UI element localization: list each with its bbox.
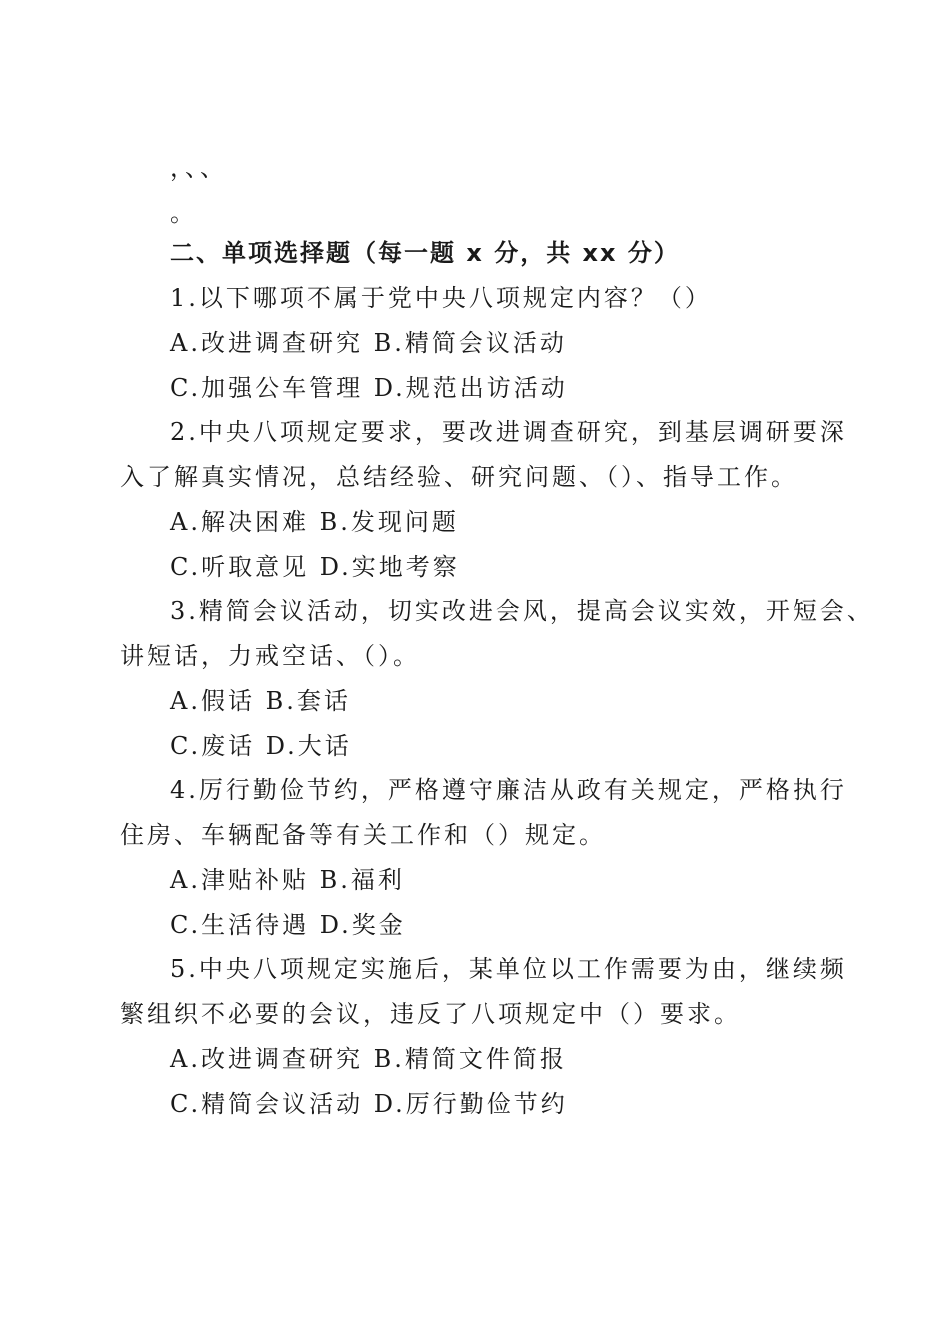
question-options-cd: C.生活待遇 D.奖金 [170,911,406,939]
question-options-ab: A.改进调查研究 B.精简会议活动 [170,329,567,357]
question-stem: 2.中央八项规定要求，要改进调查研究，到基层调研要深 [170,418,847,446]
question-stem: 3.精简会议活动，切实改进会风，提高会议实效，开短会、 [170,597,874,625]
question-stem: 1.以下哪项不属于党中央八项规定内容？（） [170,284,712,312]
question-options-cd: C.听取意见 D.实地考察 [170,553,460,581]
stray-punctuation-line: ，、、 [170,154,227,182]
question-options-ab: A.假话 B.套话 [170,687,351,715]
question-options-cd: C.废话 D.大话 [170,732,352,760]
question-stem: 5.中央八项规定实施后，某单位以工作需要为由，继续频 [170,955,847,983]
question-options-cd: C.精简会议活动 D.厉行勤俭节约 [170,1090,568,1118]
question-stem: 4.厉行勤俭节约，严格遵守廉洁从政有关规定，严格执行 [170,776,847,804]
question-stem-continued: 入了解真实情况，总结经验、研究问题、（）、指导工作。 [120,463,798,491]
question-stem-continued: 住房、车辆配备等有关工作和（）规定。 [120,821,606,849]
question-options-ab: A.解决困难 B.发现问题 [170,508,459,536]
question-options-ab: A.津贴补贴 B.福利 [170,866,405,894]
section-heading: 二、单项选择题（每一题 x 分，共 xx 分） [170,239,680,267]
stray-period-line: 。 [170,199,197,227]
question-options-ab: A.改进调查研究 B.精简文件简报 [170,1045,567,1073]
question-stem-continued: 讲短话，力戒空话、（）。 [120,642,420,670]
question-options-cd: C.加强公车管理 D.规范出访活动 [170,374,568,402]
question-stem-continued: 繁组织不必要的会议，违反了八项规定中（）要求。 [120,1000,741,1028]
